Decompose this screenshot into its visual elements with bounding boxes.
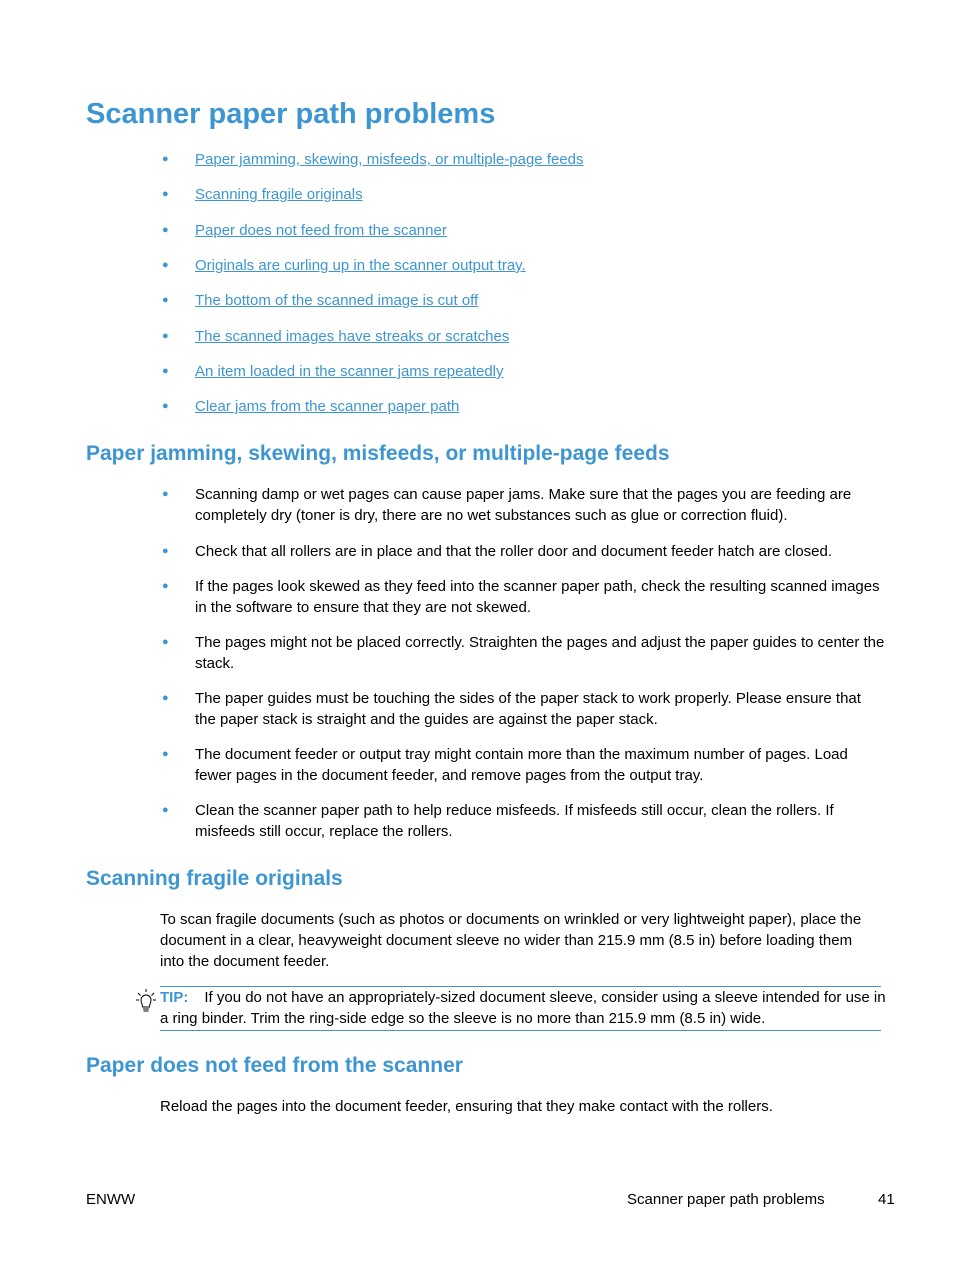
section2-body: To scan fragile documents (such as photos or documents on wrinkled or very lightweight paper), place the document in a clear, heavyweight document sleeve no wider than 215.9 mm (8.5 in) before loading them into the document feeder. (160, 911, 862, 970)
list-item-text: Check that all rollers are in place and that the roller door and document feeder hatch are closed. (195, 543, 833, 560)
bullet-dot-icon: ● (162, 804, 169, 816)
toc-link-fragile-originals[interactable]: Scanning fragile originals (195, 186, 363, 203)
toc-link-originals-curling[interactable]: Originals are curling up in the scanner output tray. (195, 257, 526, 274)
toc-link-item-jams[interactable]: An item loaded in the scanner jams repeatedly (195, 363, 504, 380)
bullet-dot-icon: ● (162, 400, 169, 412)
page-title: Scanner paper path problems (86, 98, 496, 130)
toc-link-streaks-scratches[interactable]: The scanned images have streaks or scratches (195, 328, 510, 345)
tip-text: If you do not have an appropriately-sized document sleeve, consider using a sleeve intended for use in a ring binder. Trim the ring-side edge so the sleeve is no more than 215.9 mm (8.5 in) wide. (160, 989, 886, 1027)
bullet-dot-icon: ● (162, 545, 169, 557)
bullet-dot-icon: ● (162, 188, 169, 200)
bullet-dot-icon: ● (162, 488, 169, 500)
section-heading-paper-not-feed: Paper does not feed from the scanner (86, 1054, 463, 1077)
section-heading-paper-jamming: Paper jamming, skewing, misfeeds, or multiple-page feeds (86, 442, 670, 465)
section-heading-fragile-originals: Scanning fragile originals (86, 867, 343, 890)
list-item-text: Clean the scanner paper path to help reduce misfeeds. If misfeeds still occur, clean the rollers. If misfeeds still occur, replace the rollers. (195, 802, 834, 840)
list-item-text: The document feeder or output tray might contain more than the maximum number of pages. Load fewer pages in the document feeder, and remove pages from the output tray. (195, 746, 848, 784)
toc-link-bottom-cut-off[interactable]: The bottom of the scanned image is cut off (195, 292, 479, 309)
lightbulb-icon (136, 988, 156, 1014)
bullet-dot-icon: ● (162, 748, 169, 760)
page-number: 41 (878, 1191, 895, 1208)
toc-link-clear-jams[interactable]: Clear jams from the scanner paper path (195, 398, 460, 415)
list-item-text: The paper guides must be touching the sides of the paper stack to work properly. Please ensure that the paper stack is straight and the guides are against the paper stack. (195, 690, 861, 728)
bullet-dot-icon: ● (162, 294, 169, 306)
bullet-dot-icon: ● (162, 224, 169, 236)
bullet-dot-icon: ● (162, 330, 169, 342)
section3-body: Reload the pages into the document feeder, ensuring that they make contact with the rollers. (160, 1098, 773, 1115)
bullet-dot-icon: ● (162, 365, 169, 377)
bullet-dot-icon: ● (162, 636, 169, 648)
list-item-text: Scanning damp or wet pages can cause paper jams. Make sure that the pages you are feeding are completely dry (toner is dry, there are no wet substances such as glue or correction fluid). (195, 486, 852, 524)
bullet-dot-icon: ● (162, 153, 169, 165)
bullet-dot-icon: ● (162, 580, 169, 592)
list-item-text: The pages might not be placed correctly. Straighten the pages and adjust the paper guides to center the stack. (195, 634, 885, 672)
bullet-dot-icon: ● (162, 259, 169, 271)
toc-link-paper-not-feed[interactable]: Paper does not feed from the scanner (195, 222, 447, 239)
tip-label: TIP: (160, 989, 189, 1006)
tip-text-block (160, 987, 890, 1029)
toc-link-paper-jamming[interactable]: Paper jamming, skewing, misfeeds, or multiple-page feeds (195, 151, 584, 168)
bullet-dot-icon: ● (162, 692, 169, 704)
list-item-text: If the pages look skewed as they feed into the scanner paper path, check the resulting scanned images in the software to ensure that they are not skewed. (195, 578, 880, 616)
footer-section-title: Scanner paper path problems (627, 1191, 825, 1208)
footer-left: ENWW (86, 1191, 136, 1208)
